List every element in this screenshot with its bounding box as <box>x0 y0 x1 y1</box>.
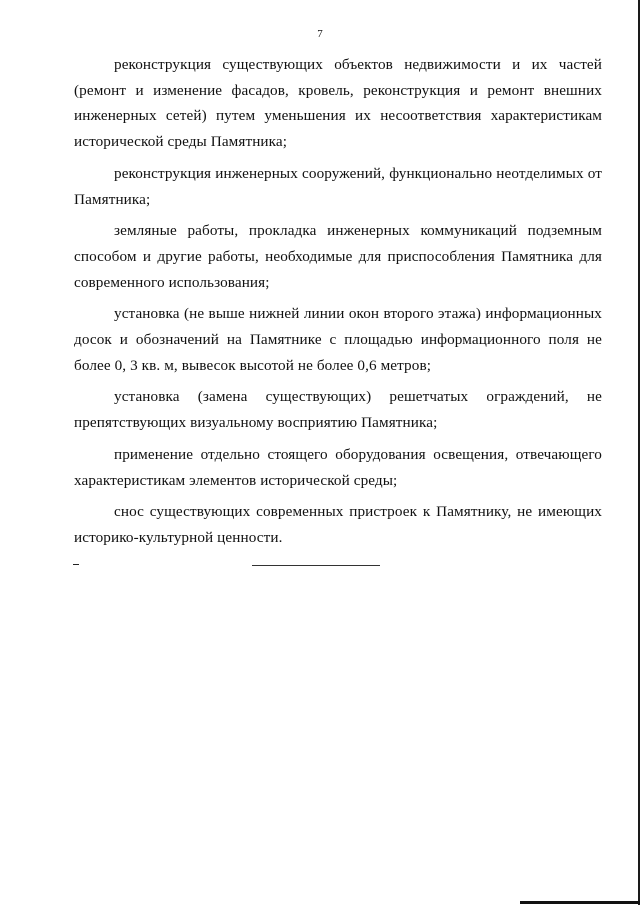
paragraph-demolition: снос существующих современных пристроек к Памятнику, не имеющих историко-культурной ценности. <box>74 503 602 546</box>
paragraph-reconstruction-objects: реконструкция существующих объектов недвижимости и их частей (ремонт и изменение фасадов, кровель, реконструкция и ремонт внешних инженерных сетей) путем уменьшения их несоответствия характеристикам исторической среды Памятника; <box>74 56 602 151</box>
margin-dash-mark <box>73 564 79 565</box>
page-number: 7 <box>317 28 323 40</box>
scan-edge-bottom <box>520 901 640 904</box>
document-body <box>74 52 602 557</box>
paragraph-information-boards: установка (не выше нижней линии окон второго этажа) информационных досок и обозначений на Памятнике с площадью информационного поля не более 0, 3 кв. м, вывесок высотой не более 0,6 метров; <box>74 305 602 374</box>
end-of-text-rule <box>252 565 380 566</box>
paragraph-fences: установка (замена существующих) решетчатых ограждений, не препятствующих визуальному восприятию Памятника; <box>74 388 602 432</box>
paragraph-reconstruction-engineering: реконструкция инженерных сооружений, функционально неотделимых от Памятника; <box>74 164 602 208</box>
paragraph-lighting: применение отдельно стоящего оборудования освещения, отвечающего характеристикам элементов исторической среды; <box>74 445 602 489</box>
paragraph-earthworks: земляные работы, прокладка инженерных коммуникаций подземным способом и другие работы, необходимые для приспособления Памятника для современного использования; <box>74 222 602 291</box>
